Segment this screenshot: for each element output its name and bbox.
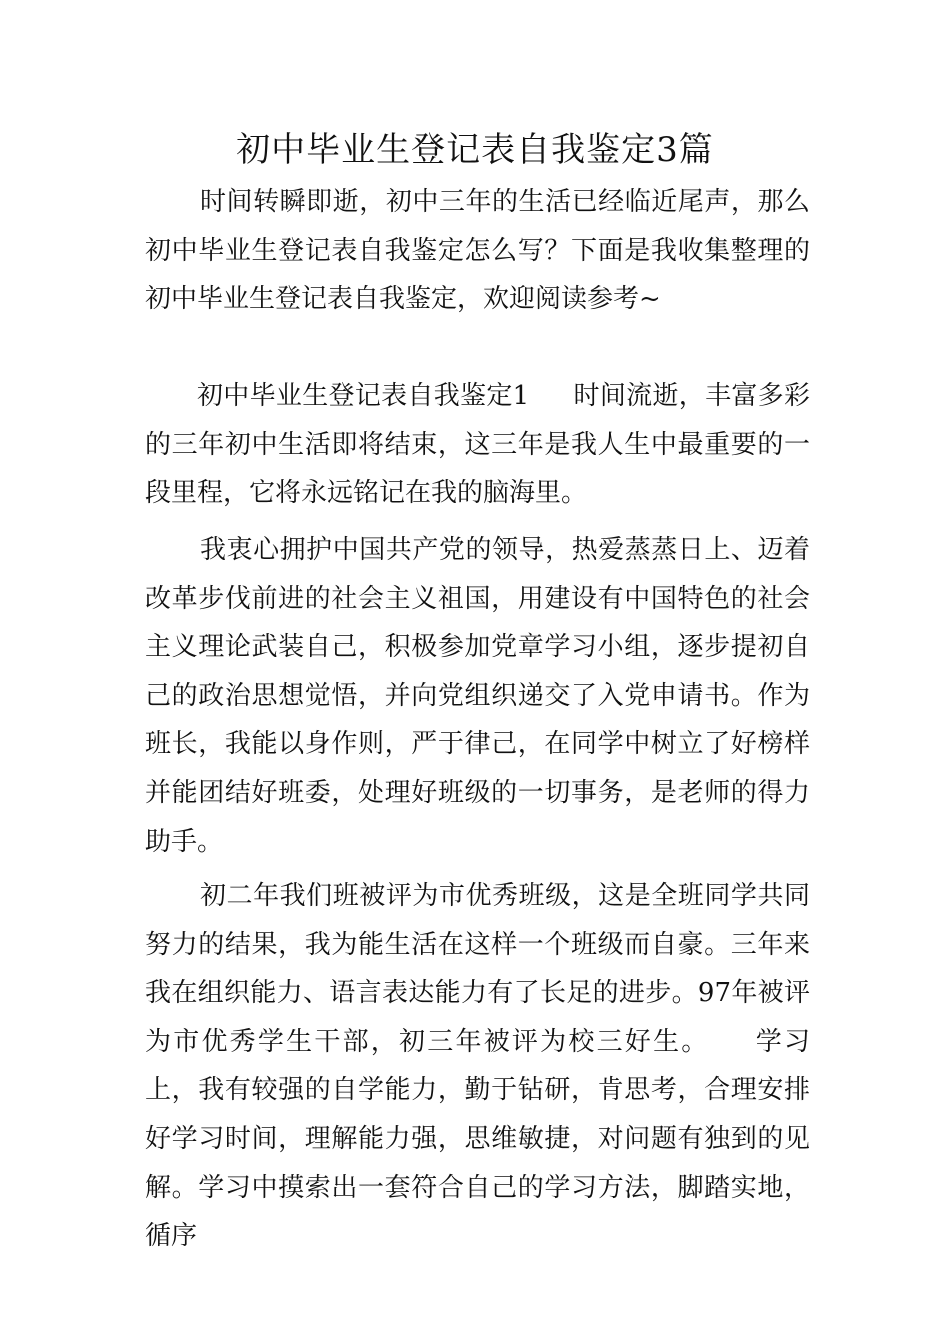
class-honor-paragraph bbox=[145, 872, 810, 1261]
section1-heading: 初中毕业生登记表自我鉴定1 bbox=[197, 381, 530, 411]
study-text: 学习上，我有较强的自学能力，勤于钻研，肯思考，合理安排好学习时间，理解能力强，思维敏捷，对问题有独到的见解。学习中摸索出一套符合自己的学习方法，脚踏实地，循序 bbox=[145, 1026, 810, 1252]
politics-paragraph: 我衷心拥护中国共产党的领导，热爱蒸蒸日上、迈着改革步伐前进的社会主义祖国，用建设有中国特色的社会主义理论武装自己，积极参加党章学习小组，逐步提初自己的政治思想觉悟，并向党组织递交了入党申请书。作为班长，我能以身作则，严于律己，在同学中树立了好榜样并能团结好班委，处理好班级的一切事务，是老师的得力助手。 bbox=[145, 535, 810, 857]
section1-first-paragraph bbox=[145, 372, 810, 518]
intro-paragraph: 时间转瞬即逝，初中三年的生活已经临近尾声，那么初中毕业生登记表自我鉴定怎么写？下面是我收集整理的初中毕业生登记表自我鉴定，欢迎阅读参考~ bbox=[145, 187, 810, 315]
section1-opening-text: 时间流逝，丰富多彩的三年初中生活即将结束，这三年是我人生中最重要的一段里程，它将永远铭记在我的脑海里。 bbox=[145, 381, 810, 509]
document-title: 初中毕业生登记表自我鉴定3篇 bbox=[236, 130, 714, 170]
class-honor-text: 初二年我们班被评为市优秀班级，这是全班同学共同努力的结果，我为能生活在这样一个班级而自豪。三年来我在组织能力、语言表达能力有了长足的进步。97年被评为市优秀学生干部，初三年被评为校三好生。 bbox=[145, 881, 810, 1057]
